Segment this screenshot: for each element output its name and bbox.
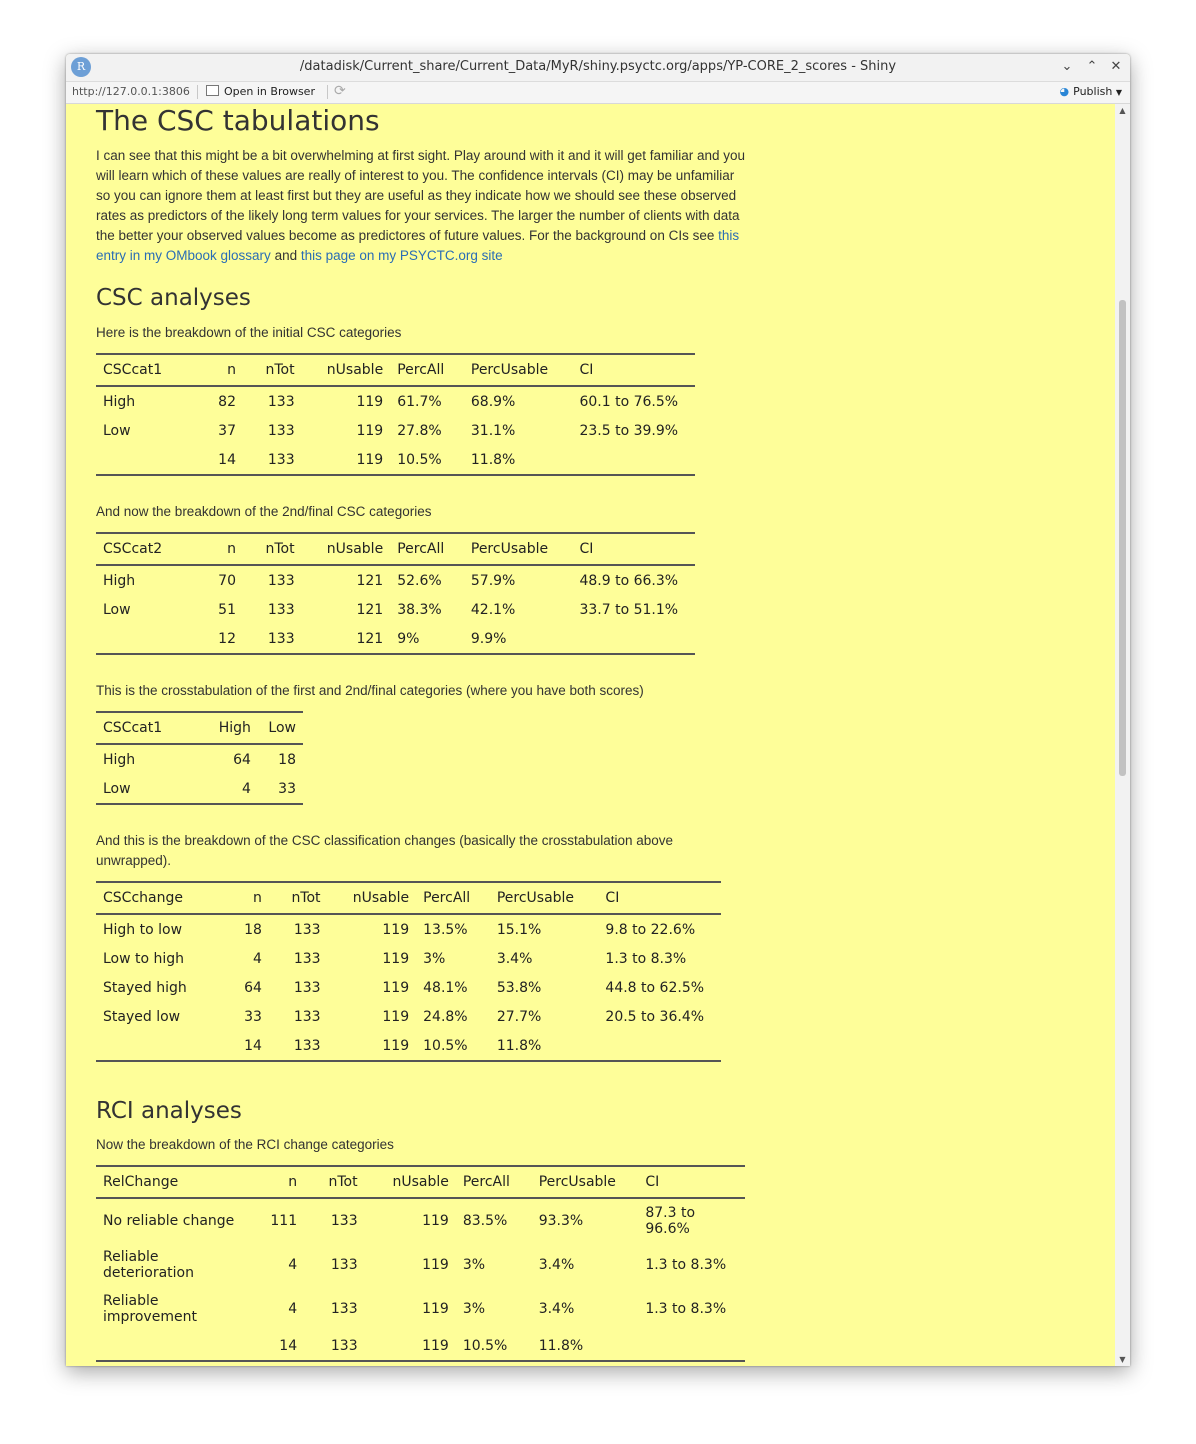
table-cell: 9.8 to 22.6% [605, 921, 696, 938]
change-intro: And this is the breakdown of the CSC classification changes (basically the crosstabulation above unwrapped). [96, 833, 674, 868]
table-cell: 51 [218, 601, 236, 618]
table-cell: 93.3% [538, 1213, 584, 1229]
table-cell: 61.7% [397, 393, 442, 410]
table-header-row [96, 712, 303, 744]
table-cell: 121 [356, 601, 384, 618]
table-cell: 27.7% [496, 1008, 542, 1025]
table-cell: High [103, 572, 136, 589]
column-header: CI [572, 533, 695, 565]
table-header-row [96, 882, 721, 914]
table-cell: 133 [293, 950, 321, 967]
column-header: Low [258, 712, 303, 744]
browser-window-icon [206, 85, 219, 96]
table-cell: 133 [293, 979, 321, 996]
column-header: CSCchange [96, 882, 225, 914]
column-header: PercAll [416, 882, 490, 914]
column-header: CSCcat1 [96, 354, 199, 386]
table-cell: 133 [269, 1031, 328, 1061]
table-cell: 24.8% [423, 1008, 468, 1025]
table-row [96, 914, 721, 944]
table-header-row [96, 1166, 745, 1198]
table-cell: 121 [356, 572, 384, 589]
url-label: http://127.0.0.1:3806 [72, 85, 190, 98]
table-row [96, 624, 695, 654]
table-cell: Reliable improvement [103, 1293, 197, 1325]
table-cell: 133 [243, 445, 302, 475]
table-cell: 133 [293, 1008, 321, 1025]
table-cell: 10.5% [390, 445, 464, 475]
table-cell: 64 [233, 751, 251, 768]
app-window [66, 54, 1130, 1366]
table-cell: 1.3 to 8.3% [645, 1301, 727, 1317]
table-header-row [96, 354, 695, 386]
scroll-thumb[interactable] [1119, 300, 1126, 776]
rci-table [96, 1165, 745, 1362]
table-cell: 57.9% [470, 572, 516, 589]
table-cell: 14 [199, 445, 243, 475]
table-cell: 133 [330, 1257, 358, 1273]
crosstab-intro: This is the crosstabulation of the first and 2nd/final categories (where you have both scores) [96, 683, 644, 698]
table-cell: Low to high [103, 950, 185, 967]
column-header: CI [598, 882, 721, 914]
omboook-glossary-link[interactable]: this entry in my OMbook glossary [96, 228, 740, 263]
table-row [96, 386, 695, 416]
table-cell: No reliable change [103, 1213, 235, 1229]
table-cell: 9.9% [464, 624, 573, 654]
table-cell: 42.1% [470, 601, 516, 618]
table-cell [572, 445, 695, 475]
column-header: nUsable [365, 1166, 456, 1198]
table-cell: 119 [356, 422, 384, 439]
table-cell: 18 [278, 751, 296, 768]
table-row [96, 973, 721, 1002]
table-cell: 14 [225, 1031, 269, 1061]
table-cell: 14 [254, 1331, 304, 1361]
table-cell: 48.1% [423, 979, 468, 996]
table-cell: High [103, 393, 136, 410]
table-cell [96, 1331, 254, 1361]
table-cell: 38.3% [397, 601, 442, 618]
table-cell [96, 445, 199, 475]
table-row [96, 1331, 745, 1361]
maximize-icon[interactable]: ⌃ [1086, 59, 1098, 74]
table-cell: Low [96, 774, 203, 804]
table-cell: 10.5% [416, 1031, 490, 1061]
table-cell: 33 [258, 774, 303, 804]
table-row [96, 1031, 721, 1061]
table-cell: 12 [199, 624, 243, 654]
table-cell: Low [103, 601, 131, 618]
scroll-down-icon[interactable]: ▼ [1119, 1355, 1126, 1364]
table-cell: 44.8 to 62.5% [605, 979, 705, 996]
csc1-intro: Here is the breakdown of the initial CSC categories [96, 325, 402, 340]
intro-paragraph: I can see that this might be a bit overwhelming at first sight. Play around with it and it will get familiar and you will learn which of these values are really of interest to you. The confidence intervals (CI) may be unfamiliar so you can ignore them at least first but they are useful as they indicate how we should see these observed rates as predictors of the likely long term values for your services. The larger the number of clients with data the better your observed values become as predictores of future values. For the background on CIs see this entry in my OMbook glossary and this page on my PSYCTC.org site [96, 148, 746, 263]
table-cell: 133 [304, 1331, 364, 1361]
column-header: n [254, 1166, 304, 1198]
table-cell: 111 [270, 1213, 298, 1229]
table-header-row [96, 533, 695, 565]
table-cell: 119 [382, 950, 410, 967]
scroll-up-icon[interactable]: ▲ [1119, 106, 1126, 115]
column-header: PercUsable [490, 882, 599, 914]
table-cell: 119 [328, 1031, 417, 1061]
column-header: n [199, 354, 243, 386]
column-header: nUsable [302, 533, 391, 565]
table-cell: 133 [330, 1301, 358, 1317]
column-header: nTot [243, 533, 302, 565]
table-row [96, 944, 721, 973]
table-cell: 9% [390, 624, 464, 654]
table-cell: 3.4% [538, 1257, 575, 1273]
table-cell: 119 [422, 1213, 449, 1229]
table-row [96, 1243, 745, 1287]
table-cell: 1.3 to 8.3% [605, 950, 687, 967]
table-cell: Low [103, 422, 131, 439]
toolbar-divider [197, 85, 198, 99]
column-header: nUsable [302, 354, 391, 386]
table-cell: 53.8% [496, 979, 542, 996]
window-title: /datadisk/Current_share/Current_Data/MyR/shiny.psyctc.org/apps/YP-CORE_2_scores - Shiny [299, 59, 897, 74]
table-cell: 60.1 to 76.5% [579, 393, 679, 410]
table-cell: 119 [422, 1301, 449, 1317]
table-cell: 10.5% [456, 1331, 532, 1361]
table-cell: 133 [267, 422, 295, 439]
table-cell: 11.8% [490, 1031, 599, 1061]
table-cell: 4 [203, 774, 258, 804]
table-row [96, 595, 695, 624]
csc2-intro: And now the breakdown of the 2nd/final CSC categories [96, 504, 432, 519]
table-cell: Reliable deterioration [103, 1249, 194, 1281]
table-cell: 4 [288, 1301, 298, 1317]
psyctc-site-link[interactable]: this page on my PSYCTC.org site [300, 248, 503, 263]
table-cell: 64 [244, 979, 262, 996]
table-cell: 133 [267, 393, 295, 410]
app-content[interactable] [66, 104, 1115, 1366]
toolbar-divider [327, 85, 328, 99]
rci-intro: Now the breakdown of the RCI change categories [96, 1137, 394, 1152]
table-cell: 3% [423, 950, 446, 967]
column-header: CSCcat2 [96, 533, 199, 565]
column-header: CSCcat1 [96, 712, 203, 744]
table-cell: 31.1% [470, 422, 516, 439]
table-cell: 133 [330, 1213, 358, 1229]
table-row [96, 1287, 745, 1331]
table-cell: Stayed low [103, 1008, 181, 1025]
table-row [96, 416, 695, 445]
table-cell: 20.5 to 36.4% [605, 1008, 705, 1025]
table-cell: 133 [267, 601, 295, 618]
table-row [96, 445, 695, 475]
minimize-icon[interactable]: ⌄ [1061, 59, 1073, 74]
change-table [96, 881, 721, 1062]
column-header: PercUsable [464, 533, 573, 565]
table-cell [96, 1031, 225, 1061]
table-cell: 83.5% [462, 1213, 508, 1229]
title-bar [66, 54, 1130, 82]
publish-icon: ◕ [1059, 85, 1070, 98]
table-cell: 82 [218, 393, 236, 410]
column-header: PercAll [456, 1166, 532, 1198]
column-header: PercAll [390, 533, 464, 565]
r-logo-icon: R [71, 57, 91, 77]
table-cell: 119 [382, 979, 410, 996]
table-row [96, 1002, 721, 1031]
table-cell: 52.6% [397, 572, 442, 589]
table-cell [638, 1331, 745, 1361]
vertical-scrollbar[interactable] [1115, 104, 1130, 1366]
table-cell: High to low [103, 921, 183, 938]
table-cell: 119 [382, 1008, 410, 1025]
table-cell [572, 624, 695, 654]
table-cell: 3.4% [496, 950, 533, 967]
table-cell: 87.3 to 96.6% [645, 1205, 696, 1237]
publish-button[interactable] [1060, 85, 1122, 98]
table-cell: 119 [365, 1331, 456, 1361]
table-cell: 119 [356, 393, 384, 410]
column-header: nTot [304, 1166, 364, 1198]
table-row [96, 774, 303, 804]
table-cell: 33 [244, 1008, 262, 1025]
table-cell: 11.8% [532, 1331, 639, 1361]
open-in-browser-label: Open in Browser [224, 85, 315, 98]
table-cell: 119 [422, 1257, 449, 1273]
table-cell: 68.9% [470, 393, 516, 410]
table-cell [96, 624, 199, 654]
table-cell: 1.3 to 8.3% [645, 1257, 727, 1273]
csc-analyses-heading: CSC analyses [96, 285, 251, 311]
table-cell: 37 [218, 422, 236, 439]
table-cell: 13.5% [423, 921, 468, 938]
viewer-toolbar [66, 82, 1130, 104]
column-header: PercAll [390, 354, 464, 386]
page-title: The CSC tabulations [96, 104, 380, 137]
column-header: nUsable [328, 882, 417, 914]
table-cell: 27.8% [397, 422, 442, 439]
column-header: PercUsable [532, 1166, 639, 1198]
table-cell: Stayed high [103, 979, 187, 996]
column-header: n [225, 882, 269, 914]
column-header: PercUsable [464, 354, 573, 386]
column-header: CI [638, 1166, 745, 1198]
chevron-down-icon: ▼ [1115, 88, 1122, 97]
column-header: nTot [269, 882, 328, 914]
table-cell: 3.4% [538, 1301, 575, 1317]
open-in-browser-button[interactable] [206, 85, 315, 98]
refresh-icon[interactable]: ⟳ [334, 83, 346, 99]
table-cell: 18 [244, 921, 262, 938]
table-cell: 15.1% [496, 921, 542, 938]
table-cell: 133 [243, 624, 302, 654]
column-header: RelChange [96, 1166, 254, 1198]
publish-label: Publish [1073, 85, 1113, 98]
table-cell: 3% [462, 1301, 486, 1317]
csc2-table [96, 532, 695, 655]
column-header: nTot [243, 354, 302, 386]
close-icon[interactable]: ✕ [1110, 59, 1122, 74]
column-header: CI [572, 354, 695, 386]
table-row [96, 565, 695, 595]
table-cell: 11.8% [464, 445, 573, 475]
table-cell: 3% [462, 1257, 486, 1273]
table-cell: 48.9 to 66.3% [579, 572, 679, 589]
table-cell: 119 [302, 445, 391, 475]
table-cell: 33.7 to 51.1% [579, 601, 679, 618]
table-cell: 4 [288, 1257, 298, 1273]
column-header: n [199, 533, 243, 565]
table-cell: 4 [252, 950, 262, 967]
table-cell: 133 [293, 921, 321, 938]
table-row [96, 744, 303, 774]
table-cell: 121 [302, 624, 391, 654]
column-header: High [203, 712, 258, 744]
table-row [96, 1198, 745, 1243]
rci-analyses-heading: RCI analyses [96, 1098, 242, 1124]
table-cell: 23.5 to 39.9% [579, 422, 679, 439]
table-cell [598, 1031, 721, 1061]
table-cell: High [103, 751, 136, 768]
csc1-table [96, 353, 695, 476]
table-cell: 119 [382, 921, 410, 938]
crosstab-table [96, 711, 303, 805]
table-cell: 70 [218, 572, 236, 589]
table-cell: 133 [267, 572, 295, 589]
